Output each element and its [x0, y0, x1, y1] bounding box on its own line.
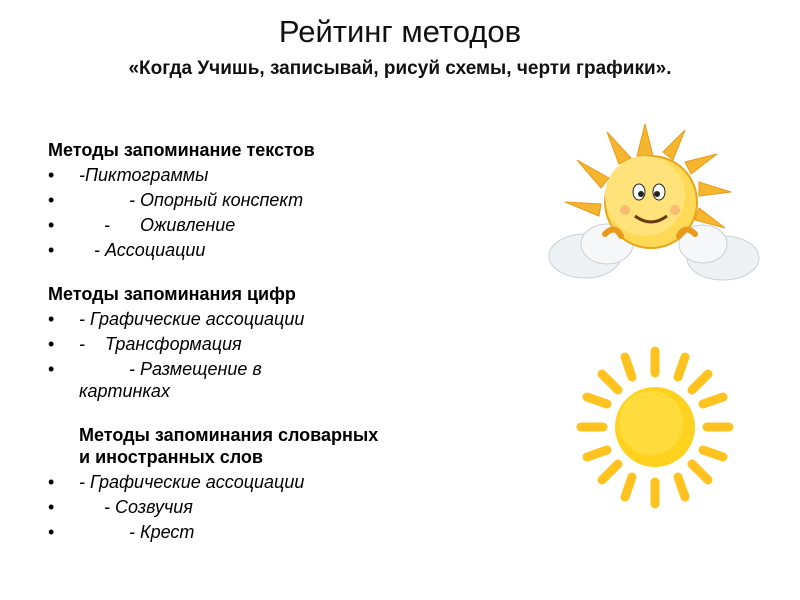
cartoon-sun-icon — [545, 116, 760, 291]
methods-content — [48, 139, 388, 565]
section-heading: Методы запоминания цифр — [48, 284, 296, 304]
methods-list — [48, 164, 388, 261]
list-item: • - Трансформация — [48, 333, 388, 355]
list-item: • - Опорный конспект — [48, 189, 388, 211]
list-item: • - Созвучия — [48, 496, 388, 518]
list-item: • - Графические ассоциации — [48, 308, 388, 330]
section-heading: Методы запоминание текстов — [48, 140, 315, 160]
section-words — [48, 424, 388, 543]
sun-icon — [575, 345, 735, 510]
list-item: • - Размещение в картинках — [48, 358, 339, 402]
section-heading: Методы запоминания словарных и иностранных слов — [79, 425, 379, 467]
list-item: • - Крест — [48, 521, 388, 543]
page-subtitle: «Когда Учишь, записывай, рисуй схемы, черти графики». — [128, 58, 672, 79]
methods-list — [48, 471, 388, 543]
page-title: Рейтинг методов — [278, 14, 522, 49]
methods-list — [48, 308, 388, 402]
list-item: • -Пиктограммы — [48, 164, 388, 186]
section-texts — [48, 139, 388, 261]
list-item: • - Оживление — [48, 214, 388, 236]
list-item: • - Ассоциации — [48, 239, 388, 261]
section-numbers — [48, 283, 388, 402]
list-item: • - Графические ассоциации — [48, 471, 388, 493]
